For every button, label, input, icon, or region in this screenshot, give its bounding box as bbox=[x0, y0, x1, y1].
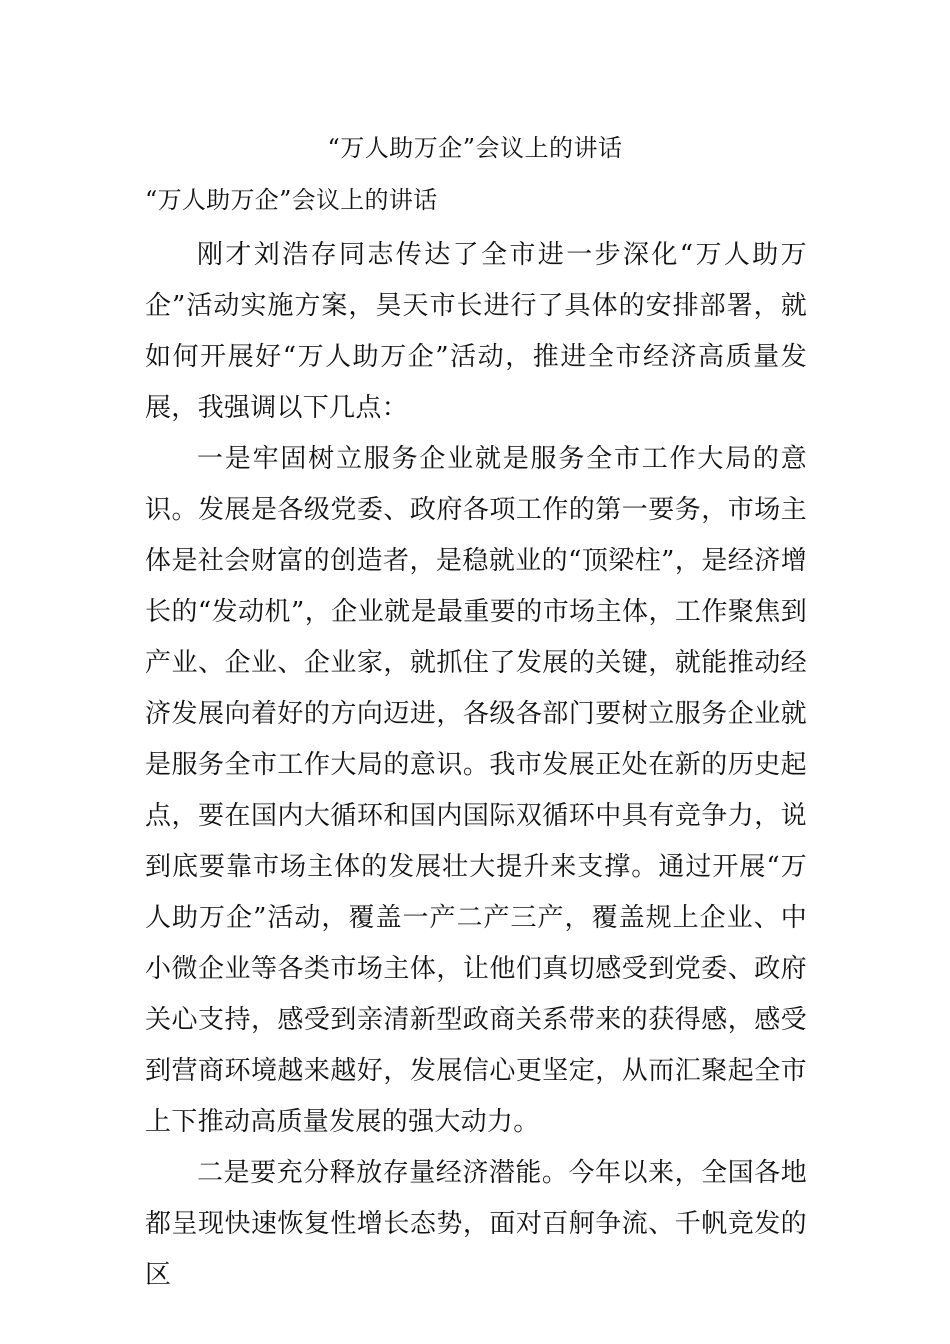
document-title: “万人助万企”会议上的讲话 bbox=[327, 134, 623, 162]
paragraph-point-two: 二是要充分释放存量经济潜能。今年以来，全国各地都呈现快速恢复性增长态势，面对百舸争流、千帆竞发的区 bbox=[145, 1158, 807, 1290]
paragraph-intro: 刚才刘浩存同志传达了全市进一步深化“万人助万企”活动实施方案，昊天市长进行了具体的安排部署，就如何开展好“万人助万企”活动，推进全市经济高质量发展，我强调以下几点： bbox=[145, 240, 807, 423]
document-body bbox=[145, 180, 807, 1301]
paragraph-point-one: 一是牢固树立服务企业就是服务全市工作大局的意识。发展是各级党委、政府各项工作的第一要务，市场主体是社会财富的创造者，是稳就业的“顶梁柱”，是经济增长的“发动机”，企业就是最重要的市场主体，工作聚焦到产业、企业、企业家，就抓住了发展的关键，就能推动经济发展向着好的方向迈进，各级各部门要树立服务企业就是服务全市工作大局的意识。我市发展正处在新的历史起点，要在国内大循环和国内国际双循环中具有竞争力，说到底要靠市场主体的发展壮大提升来支撑。通过开展“万人助万企”活动，覆盖一产二产三产，覆盖规上企业、中小微企业等各类市场主体，让他们真切感受到党委、政府关心支持，感受到亲清新型政商关系带来的获得感，感受到营商环境越来越好，发展信心更坚定，从而汇聚起全市上下推动高质量发展的强大动力。 bbox=[145, 444, 807, 1137]
document-subtitle: “万人助万企”会议上的讲话 bbox=[145, 186, 438, 214]
